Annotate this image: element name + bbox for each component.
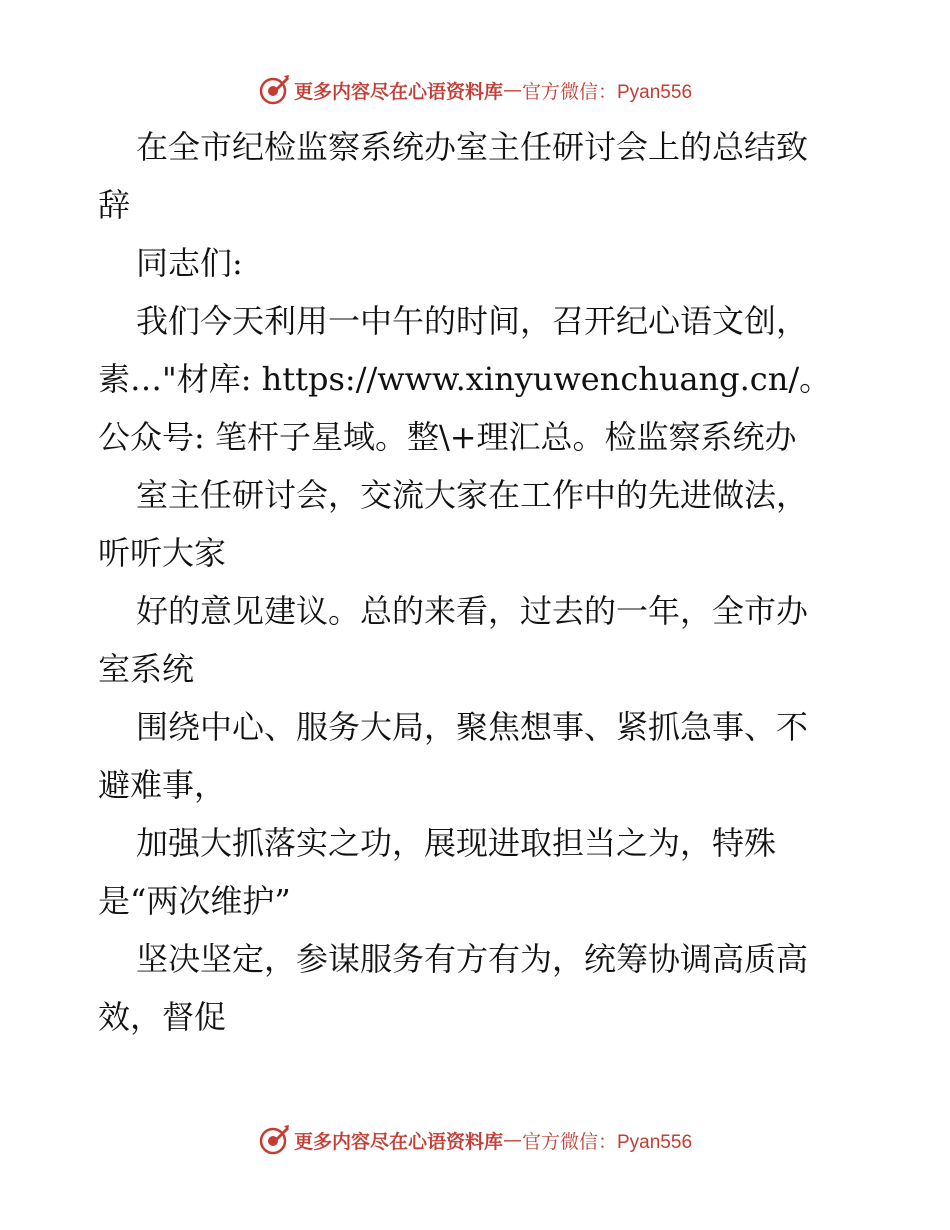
paragraph-line: 我们今天利用一中午的时间，召开纪心语文创， [136,302,809,340]
quill-logo-icon [258,1124,290,1156]
footer-wechat-account: 官方微信：Pyan556 [522,1131,693,1153]
footer-banner-separator: — [503,1129,522,1151]
header-banner-text: 更多内容尽在心语资料库 [293,80,503,103]
paragraph-line: 好的意见建议。总的来看，过去的一年，全市办 [136,592,809,630]
quill-logo-icon [258,74,290,106]
paragraph-line: 室主任研讨会，交流大家在工作中的先进做法， [136,476,809,514]
title-line-2: 辞 [98,186,131,224]
footer-banner [0,1120,950,1160]
salutation: 同志们: [136,244,243,282]
paragraph-line: 公众号: 笔杆子星域。整\+理汇总。检监察系统办 [98,418,797,456]
paragraph-line: 加强大抓落实之功，展现进取担当之为，特殊 [136,824,777,862]
paragraph-line: 室系统 [98,650,195,688]
paragraph-line: 效，督促 [98,998,227,1036]
document-body [98,118,858,1046]
title-line-1: 在全市纪检监察系统办室主任研讨会上的总结致 [136,128,809,166]
footer-banner-text: 更多内容尽在心语资料库 [293,1130,503,1153]
header-banner-separator: — [503,79,522,101]
paragraph-line: 听听大家 [98,534,227,572]
paragraph-line: 坚决坚定，参谋服务有方有为，统筹协调高质高 [136,940,809,978]
paragraph-line: 围绕中心、服务大局，聚焦想事、紧抓急事、不 [136,708,809,746]
paragraph-line: 避难事， [98,766,227,804]
paragraph-line-url: 素…"材库: https://www.xinyuwenchuang.cn/。 [98,360,832,398]
paragraph-line: 是“两次维护” [98,882,291,920]
header-wechat-account: 官方微信：Pyan556 [522,81,693,103]
header-banner [0,70,950,110]
